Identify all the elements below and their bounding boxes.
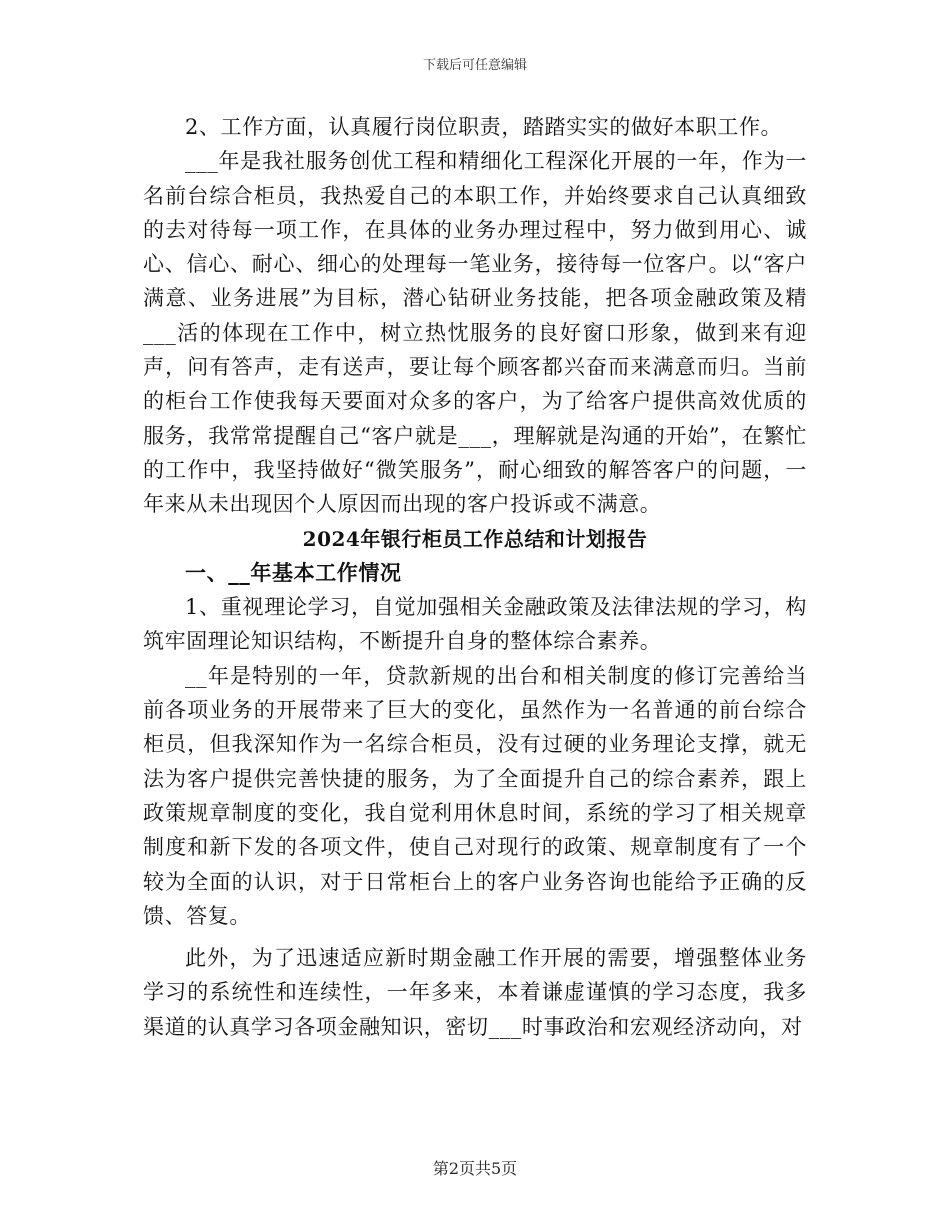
paragraph-additional-study: 此外，为了迅速适应新时期金融工作开展的需要，增强整体业务学习的系统性和连续性，一年多来，本着谦虚谨慎的学习态度，我多渠道的认真学习各项金融知识，密切___时事政治和宏观经济动向，对 bbox=[143, 946, 807, 1039]
page-header: 下载后可任意编辑 bbox=[422, 58, 527, 73]
paragraph-work-aspect: 2、工作方面，认真履行岗位职责，踏踏实实的做好本职工作。 bbox=[185, 115, 783, 139]
paragraph-special-year: __年是特别的一年，贷款新规的出台和相关制度的修订完善给当前各项业务的开展带来了巨大的变化，虽然作为一名普通的前台综合柜员，但我深知作为一名综合柜员，没有过硬的业务理论支撑，就无法为客户提供完善快捷的服务，为了全面提升自己的综合素养，跟上政策规章制度的变化，我自觉利用休息时间，系统的学习了相关规章制度和新下发的各项文件，使自己对现行的政策、规章制度有了一个较为全面的认识，对于日常柜台上的客户业务咨询也能给予正确的反馈、答复。 bbox=[143, 663, 807, 928]
paragraph-theory-study: 1、重视理论学习，自觉加强相关金融政策及法律法规的学习，构筑牢固理论知识结构，不断提升自身的整体综合素养。 bbox=[143, 595, 807, 654]
document-body bbox=[143, 110, 807, 1044]
document-title: 2024年银行柜员工作总结和计划报告 bbox=[302, 526, 648, 551]
paragraph-service-summary: ___年是我社服务创优工程和精细化工程深化开展的一年，作为一名前台综合柜员，我热爱自己的本职工作，并始终要求自己认真细致的去对待每一项工作，在具体的业务办理过程中，努力做到用心、诚心、信心、耐心、细心的处理每一笔业务，接待每一位客户。以“客户满意、业务进展”为目标，潜心钻研业务技能，把各项金融政策及精___活的体现在工作中，树立热忱服务的良好窗口形象，做到来有迎声，问有答声，走有送声，要让每个顾客都兴奋而来满意而归。当前的柜台工作使我每天要面对众多的客户，为了给客户提供高效优质的服务，我常常提醒自己“客户就是___，理解就是沟通的开始”，在繁忙的工作中，我坚持做好“微笑服务”，耐心细致的解答客户的问题，一年来从未出现因个人原因而出现的客户投诉或不满意。 bbox=[143, 149, 807, 517]
section-heading-basic-work: 一、__年基本工作情况 bbox=[185, 559, 402, 585]
page-number: 第2页共5页 bbox=[432, 1159, 518, 1178]
